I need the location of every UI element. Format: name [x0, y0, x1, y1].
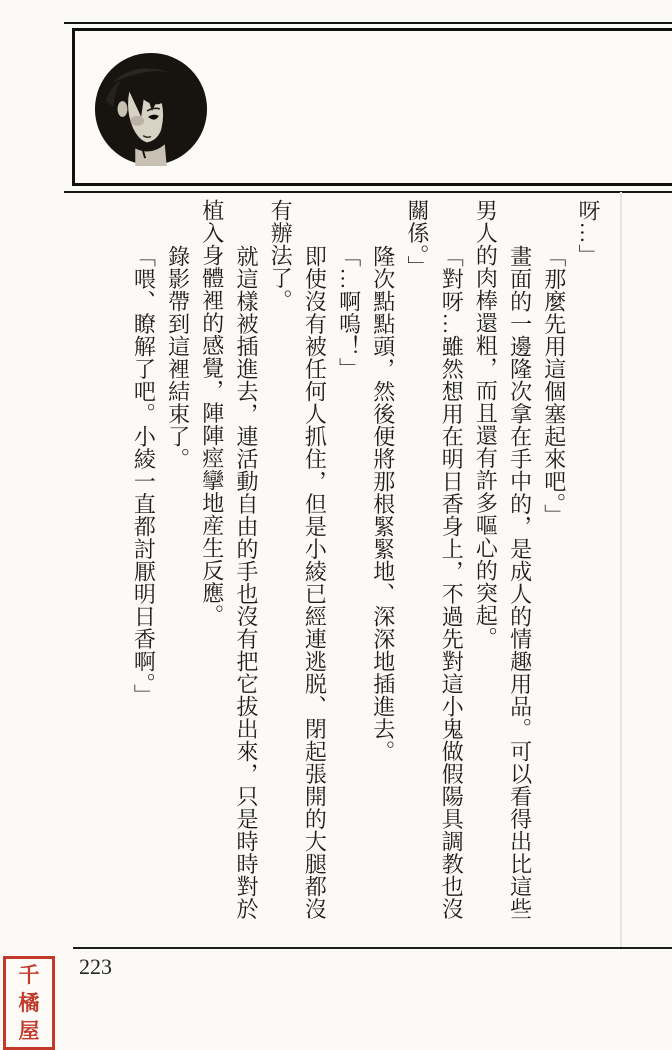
- text-column-paragraph: 就這樣被插進去，連活動自由的手也沒有把它拔出來，只是時時對於植入身體裡的感覺，陣陣痙攣地産生反應。: [199, 199, 259, 921]
- portrait-circle-image: [92, 50, 210, 168]
- text-column-paragraph: 「…啊嗚！」: [336, 245, 362, 381]
- text-column-paragraph: 錄影帶到這裡結束了。: [165, 245, 191, 471]
- publisher-seal-stamp: [3, 956, 55, 1050]
- text-column-paragraph: 畫面的一邊隆次拿在手中的，是成人的情趣用品。可以看得出比這些男人的肉棒還粗，而且還有許多嘔心的突起。: [473, 199, 533, 921]
- text-column-paragraph: 即使沒有被任何人抓住，但是小綾已經連逃脱、閉起張開的大腿都沒有辦法了。: [268, 199, 328, 921]
- text-column-paragraph: 「喂、瞭解了吧。小綾一直都討厭明日香啊。」: [131, 245, 157, 707]
- seal-char-1: 千: [18, 963, 40, 987]
- text-block: [125, 199, 605, 933]
- scan-artifact-line: [620, 192, 622, 950]
- text-column-paragraph: 隆次點點頭，然後便將那根緊緊地、深深地插進去。: [370, 245, 396, 763]
- seal-char-3: 屋: [18, 1019, 40, 1043]
- text-column-paragraph: 呀…」: [576, 199, 601, 267]
- footer-rule: [73, 947, 672, 949]
- page-number: 223: [79, 954, 112, 979]
- text-column-paragraph: 「那麼先用這個塞起來吧。」: [541, 245, 567, 527]
- seal-char-2: 橘: [18, 991, 40, 1015]
- text-column-paragraph: 「對呀…雖然想用在明日香身上，不過先對這小鬼做假陽具調教也沒關係。」: [404, 199, 465, 921]
